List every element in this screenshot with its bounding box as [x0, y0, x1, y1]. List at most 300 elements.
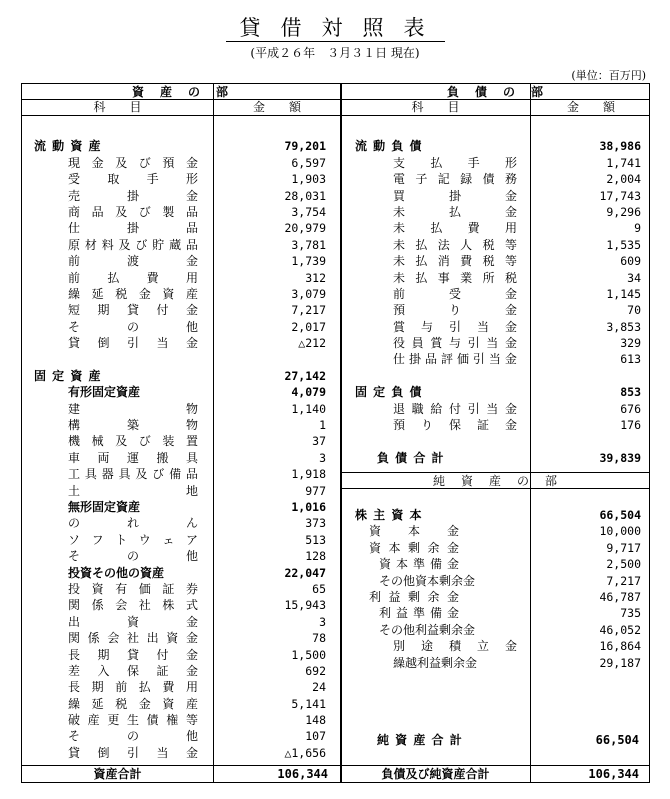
row-amount: 1,739	[291, 254, 326, 269]
table-row	[22, 466, 340, 482]
label-char: 産	[185, 696, 198, 711]
label-char: 金	[185, 155, 198, 170]
row-amount: 977	[305, 483, 326, 498]
table-row	[341, 155, 651, 171]
row-label	[68, 647, 198, 663]
label-char: 金	[446, 589, 459, 604]
table-row	[341, 638, 651, 654]
row-amount: 3,754	[291, 204, 326, 219]
table-row	[22, 433, 340, 449]
label-char: 搬	[156, 450, 169, 465]
table-row	[341, 523, 651, 539]
label-char: そ	[68, 729, 81, 744]
row-label	[68, 335, 198, 351]
table-row	[22, 696, 340, 712]
table-row	[341, 122, 651, 138]
label-char: 掛	[126, 188, 139, 203]
label-char: 短	[68, 303, 81, 318]
label-char: 証	[156, 663, 169, 678]
label-char: 当	[156, 745, 169, 760]
row-amount: 107	[305, 729, 326, 744]
label-char: 及	[115, 434, 128, 449]
table-row	[22, 581, 340, 597]
label-char: 所	[482, 270, 495, 285]
label-char: 払	[138, 680, 151, 695]
assets-total-value: 106,344	[277, 767, 328, 781]
row-label	[68, 614, 198, 630]
label-char: 金	[504, 286, 517, 301]
label-char: 物	[185, 418, 198, 433]
row-amount: 27,142	[284, 368, 326, 383]
row-amount: 1,535	[606, 237, 641, 252]
net-assets-section-header: 純 資 産 の 部	[432, 474, 559, 488]
row-amount: 28,031	[284, 188, 326, 203]
row-label	[393, 220, 517, 236]
label-char: 手	[146, 172, 159, 187]
row-amount: 613	[620, 352, 641, 367]
label-char: 金	[446, 524, 459, 539]
row-label	[68, 679, 198, 695]
label-char: 立	[476, 639, 489, 654]
label-char: 期	[97, 303, 110, 318]
table-row	[341, 138, 651, 154]
row-label	[68, 483, 198, 499]
label-char: 社	[138, 598, 151, 613]
label-char: 具	[84, 467, 97, 482]
label-char: 引	[126, 745, 139, 760]
label-char: 入	[97, 663, 110, 678]
table-row	[341, 384, 651, 400]
label-char: 資	[369, 540, 382, 555]
table-row	[341, 605, 651, 621]
table-row	[22, 171, 340, 187]
label-char: 金	[185, 188, 198, 203]
row-label	[68, 417, 198, 433]
label-char: 債	[146, 713, 159, 728]
label-char: 金	[504, 639, 517, 654]
label-char: の	[126, 319, 139, 334]
table-row	[22, 450, 340, 466]
table-row	[22, 188, 340, 204]
label-char: 金	[185, 631, 198, 646]
table-row	[341, 433, 651, 449]
row-label	[68, 286, 198, 302]
label-char: 価	[138, 581, 151, 596]
label-char: 利	[369, 589, 382, 604]
label-char: ア	[185, 532, 198, 547]
row-label	[393, 155, 517, 171]
row-amount: 9,296	[606, 204, 641, 219]
liabilities-list	[341, 122, 651, 466]
label-char: 資	[369, 524, 382, 539]
label-char: ん	[185, 516, 198, 531]
row-amount: 2,500	[606, 557, 641, 572]
row-label: その他利益剰余金	[379, 622, 476, 637]
label-char: 当	[488, 352, 501, 367]
table-row	[22, 548, 340, 564]
row-label	[393, 204, 517, 220]
table-row	[22, 302, 340, 318]
row-amount: 1,140	[291, 401, 326, 416]
label-char: 務	[504, 172, 517, 187]
table-row	[22, 597, 340, 613]
label-char: 株	[162, 598, 175, 613]
label-char: 資	[162, 286, 175, 301]
label-char: 及	[118, 237, 131, 252]
table-row	[22, 417, 340, 433]
label-char: 子	[415, 172, 428, 187]
label-char: 別	[393, 639, 406, 654]
row-label	[393, 302, 517, 318]
label-char: 品	[91, 204, 104, 219]
assets-total-label: 資産合計	[93, 767, 142, 781]
label-char: 生	[126, 713, 139, 728]
label-char: り	[448, 303, 461, 318]
label-char: 他	[185, 729, 198, 744]
row-label	[68, 745, 198, 761]
label-char: 払	[430, 221, 443, 236]
label-char: 関	[68, 598, 81, 613]
label-char: 産	[185, 286, 198, 301]
row-amount: 6,597	[291, 155, 326, 170]
row-amount: 46,787	[599, 589, 641, 604]
table-row	[22, 155, 340, 171]
label-char: 受	[448, 286, 461, 301]
label-char: 品	[185, 467, 198, 482]
label-char: 費	[467, 221, 480, 236]
row-label	[393, 335, 517, 351]
row-amount: 513	[305, 532, 326, 547]
label-char: 地	[185, 483, 198, 498]
row-amount: 329	[620, 336, 641, 351]
label-char: 未	[393, 270, 406, 285]
label-char: 掛	[126, 221, 139, 236]
table-row	[22, 614, 340, 630]
row-label	[68, 237, 198, 253]
row-amount: 128	[305, 549, 326, 564]
label-char: フ	[91, 532, 104, 547]
label-char: 構	[68, 418, 81, 433]
row-label	[68, 728, 198, 744]
label-char: 備	[429, 557, 442, 572]
label-char: 資	[91, 581, 104, 596]
label-char: 金	[185, 254, 198, 269]
row-label: 無形固定資産	[68, 499, 141, 514]
label-char: 金	[504, 352, 517, 367]
row-amount: 70	[627, 303, 641, 318]
table-row	[341, 335, 651, 351]
label-char: 品	[424, 352, 437, 367]
label-char: 金	[185, 336, 198, 351]
label-char: 前	[68, 270, 81, 285]
row-amount: 17,743	[599, 188, 641, 203]
label-char: そ	[68, 549, 81, 564]
table-row	[22, 630, 340, 646]
label-char: 繰	[68, 696, 81, 711]
table-row	[22, 319, 340, 335]
label-char: 員	[411, 336, 424, 351]
row-amount: 7,217	[291, 303, 326, 318]
label-char: 掛	[448, 188, 461, 203]
label-char: 金	[446, 540, 459, 555]
table-row	[22, 138, 340, 154]
label-char: 未	[393, 204, 406, 219]
label-char: 払	[415, 270, 428, 285]
row-label	[393, 253, 517, 269]
label-char: び	[138, 204, 151, 219]
label-char: 職	[411, 401, 424, 416]
label-char: 引	[126, 336, 139, 351]
label-char: そ	[68, 319, 81, 334]
label-char: 手	[467, 155, 480, 170]
row-label	[68, 696, 198, 712]
label-char: び	[152, 467, 165, 482]
label-char: 金	[185, 303, 198, 318]
row-amount: 853	[620, 385, 641, 400]
row-amount: 34	[627, 270, 641, 285]
net-assets-list	[341, 507, 651, 671]
label-char: 払	[107, 270, 120, 285]
label-char: 用	[185, 270, 198, 285]
label-char: 引	[467, 336, 480, 351]
row-label	[68, 204, 198, 220]
row-amount: 176	[620, 418, 641, 433]
row-label	[68, 581, 198, 597]
label-char: 法	[437, 237, 450, 252]
row-label	[68, 466, 198, 482]
label-char: 付	[156, 303, 169, 318]
label-char: 両	[97, 450, 110, 465]
label-char: 渡	[126, 254, 139, 269]
row-label	[68, 302, 198, 318]
label-char: 蔵	[169, 237, 182, 252]
label-char: 械	[91, 434, 104, 449]
label-char: 延	[91, 286, 104, 301]
label-char: 費	[460, 254, 473, 269]
label-char: 剰	[407, 540, 420, 555]
label-char: 金	[138, 286, 151, 301]
label-char: 保	[126, 663, 139, 678]
label-char: 期	[97, 647, 110, 662]
label-char: 土	[68, 483, 81, 498]
label-char: 保	[448, 418, 461, 433]
row-amount: 22,047	[284, 565, 326, 580]
table-row	[341, 556, 651, 572]
label-char: 建	[68, 401, 81, 416]
row-label	[68, 532, 198, 548]
amount-col-header: 金 額	[566, 100, 615, 114]
item-col-header: 科 目	[411, 100, 460, 114]
table-row	[22, 728, 340, 744]
label-char: 預	[393, 418, 406, 433]
label-char: 準	[412, 606, 425, 621]
label-char: 税	[115, 696, 128, 711]
table-row	[341, 589, 651, 605]
row-label: 有形固定資産	[68, 385, 141, 400]
label-char: 投	[68, 581, 81, 596]
row-label	[393, 188, 517, 204]
table-row	[341, 351, 651, 367]
label-char: 賞	[393, 319, 406, 334]
row-amount: 692	[305, 663, 326, 678]
label-char: 預	[162, 155, 175, 170]
label-char: 金	[504, 418, 517, 433]
table-row	[22, 515, 340, 531]
label-char: の	[126, 549, 139, 564]
label-char: 仕	[393, 352, 406, 367]
table-row	[22, 679, 340, 695]
row-label: 繰越利益剰余金	[393, 655, 478, 670]
row-label	[393, 270, 517, 286]
label-char: 及	[115, 204, 128, 219]
row-amount: 148	[305, 713, 326, 728]
table-row	[341, 450, 651, 466]
table-row	[22, 499, 340, 515]
amount-col-header: 金 額	[252, 100, 301, 114]
label-char: 税	[504, 270, 517, 285]
table-row	[341, 655, 651, 671]
row-amount: 3,853	[606, 319, 641, 334]
label-char: 掛	[408, 352, 421, 367]
label-char: の	[126, 729, 139, 744]
label-char: 人	[460, 237, 473, 252]
table-row	[22, 270, 340, 286]
liabilities-net-assets-total-label: 負債及び純資産合計	[381, 767, 490, 781]
row-amount: 78	[312, 631, 326, 646]
label-char: ウ	[138, 532, 151, 547]
document-title: 貸借対照表	[0, 12, 670, 42]
label-char: 貸	[68, 336, 81, 351]
label-char: 費	[146, 270, 159, 285]
label-char: 給	[430, 401, 443, 416]
row-amount: 37	[312, 434, 326, 449]
label-char: 役	[393, 336, 406, 351]
balance-sheet-table	[21, 83, 650, 783]
label-char: 金	[504, 319, 517, 334]
table-row	[22, 237, 340, 253]
table-row	[341, 286, 651, 302]
table-row	[22, 335, 340, 351]
row-amount: △212	[298, 336, 326, 351]
row-amount: 1	[319, 418, 326, 433]
table-row	[22, 368, 340, 384]
label-char: 賞	[430, 336, 443, 351]
label-char: 記	[437, 172, 450, 187]
row-label	[369, 540, 459, 556]
table-row	[341, 302, 651, 318]
label-char: 貯	[152, 237, 165, 252]
label-char: 器	[101, 467, 114, 482]
net-assets-line	[341, 472, 649, 473]
row-label	[68, 450, 198, 466]
table-row	[22, 647, 340, 663]
label-char: 繰	[68, 286, 81, 301]
row-label: 流 動 資 産	[34, 139, 102, 154]
label-char: 等	[504, 237, 517, 252]
row-amount: 4,079	[291, 385, 326, 400]
label-char: 当	[476, 319, 489, 334]
label-char: 品	[185, 221, 198, 236]
label-char: 前	[68, 254, 81, 269]
label-char: 事	[437, 270, 450, 285]
row-label	[68, 515, 198, 531]
label-char: 金	[504, 401, 517, 416]
label-char: 商	[68, 204, 81, 219]
row-label	[68, 597, 198, 613]
table-row	[22, 532, 340, 548]
row-amount: 1,918	[291, 467, 326, 482]
label-char: 等	[504, 254, 517, 269]
table-row	[22, 712, 340, 728]
label-char: 備	[429, 606, 442, 621]
label-char: 差	[68, 663, 81, 678]
row-amount: 3,781	[291, 237, 326, 252]
row-label: 株 主 資 本	[355, 508, 423, 522]
label-char: 貸	[126, 647, 139, 662]
table-row	[341, 401, 651, 417]
label-char: 他	[185, 549, 198, 564]
table-row	[341, 253, 651, 269]
label-char: 前	[393, 286, 406, 301]
row-amount: 373	[305, 516, 326, 531]
label-char: 倒	[97, 745, 110, 760]
row-amount: 312	[305, 270, 326, 285]
label-char: 準	[412, 557, 425, 572]
row-label	[68, 630, 198, 646]
row-amount: 20,979	[284, 221, 326, 236]
row-amount: 2,017	[291, 319, 326, 334]
row-label: その他資本剰余金	[379, 573, 476, 588]
row-amount: 66,504	[599, 508, 641, 522]
label-char: 具	[118, 467, 131, 482]
table-row	[22, 401, 340, 417]
table-row	[22, 483, 340, 499]
label-char: び	[135, 237, 148, 252]
label-char: 未	[393, 221, 406, 236]
label-char: 価	[456, 352, 469, 367]
label-char: 支	[393, 155, 406, 170]
label-char: 録	[460, 172, 473, 187]
row-amount: 10,000	[599, 524, 641, 539]
label-char: ソ	[68, 532, 81, 547]
row-amount: 29,187	[599, 655, 641, 670]
label-char: 利	[379, 606, 392, 621]
row-label	[393, 351, 517, 367]
label-char: 貸	[126, 303, 139, 318]
unit-note: (単位：百万円)	[571, 69, 646, 82]
label-char: ト	[115, 532, 128, 547]
row-amount: 676	[620, 401, 641, 416]
row-amount: 15,943	[284, 598, 326, 613]
table-row	[341, 507, 651, 523]
table-row	[341, 622, 651, 638]
row-label	[68, 188, 198, 204]
row-label	[393, 638, 517, 654]
row-label	[393, 319, 517, 335]
row-label	[379, 605, 459, 621]
label-char: 具	[185, 450, 198, 465]
table-row	[22, 663, 340, 679]
as-of-date: (平成２６年 ３月３１日 現在)	[250, 46, 420, 60]
assets-section-header: 資 産 の 部	[131, 85, 230, 99]
label-char: 形	[185, 172, 198, 187]
row-label	[68, 401, 198, 417]
row-amount: 79,201	[284, 139, 326, 154]
table-row	[341, 540, 651, 556]
label-char: 金	[446, 557, 459, 572]
header-line	[22, 115, 649, 116]
row-label	[393, 286, 517, 302]
